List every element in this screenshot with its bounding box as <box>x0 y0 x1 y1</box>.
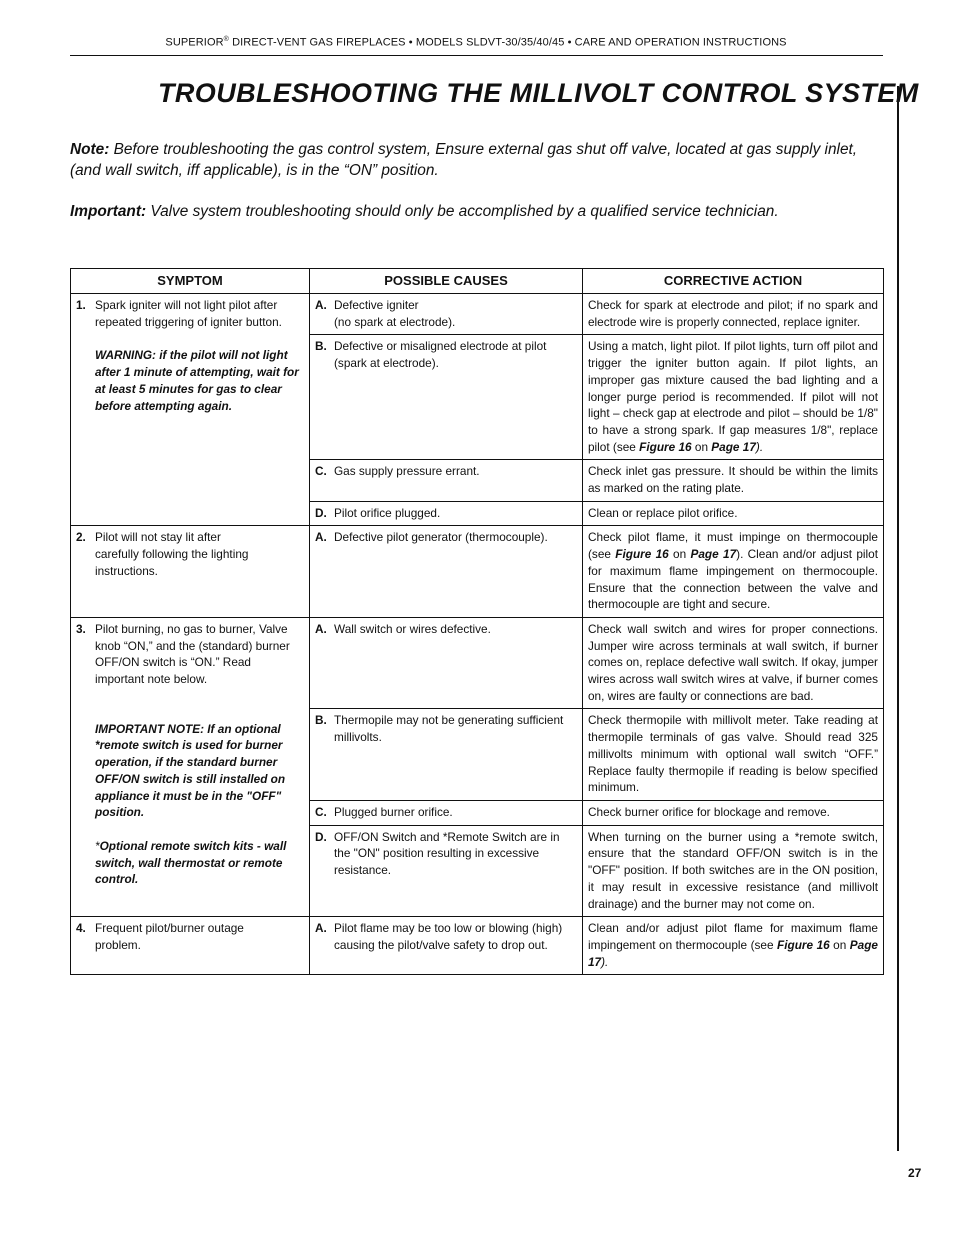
side-divider <box>897 86 899 1151</box>
registered-mark: ® <box>223 36 229 43</box>
action-text: ). <box>755 439 764 454</box>
symptom-text: Pilot burning, no gas to burner, Valve knob “ON,” and the (standard) burner OFF/ON switch is “ON.” Read important note below. <box>95 621 290 687</box>
action-cell: Check burner orifice for blockage and remove. <box>583 800 884 825</box>
note-label: Note: <box>70 141 110 158</box>
action-cell: Check for spark at electrode and pilot; if no spark and electrode wire is properly connected, replace igniter. <box>583 294 884 335</box>
cause-cell <box>310 460 583 501</box>
symptom-number: 1. <box>76 298 86 312</box>
cause-cell <box>310 800 583 825</box>
symptom-text: Pilot will not stay lit after carefully following the lighting instructions. <box>95 530 249 578</box>
note-paragraph <box>70 139 888 181</box>
symptom-cell <box>71 526 310 618</box>
action-text: ). Clean and/or adjust pilot for maximum flame impingement on thermocouple. Ensure that the connection between the valve and thermocouple are tight and secure. <box>588 547 878 612</box>
table-row <box>71 526 884 618</box>
cause-text: OFF/ON Switch and *Remote Switch are in the "ON" position resulting in excessive resistance. <box>334 829 560 878</box>
cause-letter: C. <box>315 804 327 819</box>
cause-letter: D. <box>315 829 327 844</box>
figure-reference: Figure 16 <box>639 439 692 454</box>
action-cell: When turning on the burner using a *remote switch, ensure that the standard OFF/ON switch is in the "OFF" position. If both switches are in the ON position, it may result in excessive resistance (and millivolt drainage) and the burner may not come on. <box>583 825 884 917</box>
header-symptom: SYMPTOM <box>71 269 310 294</box>
action-cell <box>583 917 884 975</box>
action-cell: Check inlet gas pressure. It should be within the limits as marked on the rating plate. <box>583 460 884 501</box>
cause-text: Pilot orifice plugged. <box>334 505 441 520</box>
header-possible-causes: POSSIBLE CAUSES <box>310 269 583 294</box>
note-text: Before troubleshooting the gas control system, Ensure external gas shut off valve, located at gas supply inlet, (and wall switch, iff applicable), is in the “ON” position. <box>70 141 858 179</box>
action-text: on <box>668 547 691 562</box>
cause-letter: B. <box>315 713 327 728</box>
action-cell: Check thermopile with millivolt meter. Take reading at thermopile terminals of gas valve. Should read 325 millivolts minimum with optional wall switch “OFF.” Replace faulty thermopile if reading is below specified minimum. <box>583 709 884 801</box>
cause-text: Defective or misaligned electrode at pilot (spark at electrode). <box>334 339 547 371</box>
cause-letter: A. <box>315 621 327 636</box>
header-divider <box>70 55 883 56</box>
cause-letter: C. <box>315 464 327 479</box>
cause-cell <box>310 526 583 618</box>
table-row <box>71 294 884 335</box>
symptom-text: Frequent pilot/burner outage problem. <box>95 921 244 952</box>
important-label: Important: <box>70 203 147 220</box>
symptom-text: Spark igniter will not light pilot after repeated triggering of igniter button. <box>95 298 282 329</box>
cause-letter: A. <box>315 298 327 312</box>
troubleshooting-table <box>70 268 884 975</box>
cause-text-continued: (no spark at electrode). <box>334 314 456 329</box>
header-corrective-action: CORRECTIVE ACTION <box>583 269 884 294</box>
important-text: Valve system troubleshooting should only be accomplished by a qualified service technician. <box>146 203 779 220</box>
warning-note: WARNING: if the pilot will not light after 1 minute of attempting, wait for at least 5 minutes for gas to clear before attempting again. <box>95 348 299 413</box>
cause-text: Defective pilot generator (thermocouple). <box>334 530 548 545</box>
page-title: TROUBLESHOOTING THE MILLIVOLT CONTROL SYSTEM <box>158 78 919 108</box>
optional-note-text: Optional remote switch kits - wall switch, wall thermostat or remote control. <box>95 838 287 887</box>
table-row <box>71 917 884 975</box>
cause-cell <box>310 825 583 917</box>
action-text: ). <box>601 954 609 969</box>
optional-star: * <box>95 838 100 853</box>
cause-letter: A. <box>315 530 327 545</box>
page-reference: Page 17 <box>711 439 756 454</box>
symptom-cell <box>71 917 310 975</box>
cause-cell <box>310 617 583 709</box>
cause-letter: B. <box>315 339 327 354</box>
cause-cell <box>310 294 583 335</box>
page-header <box>70 36 882 49</box>
optional-note <box>95 838 302 888</box>
table-row <box>71 617 884 709</box>
cause-letter: A. <box>315 921 327 936</box>
action-cell <box>583 335 884 460</box>
symptom-number: 4. <box>76 921 86 936</box>
symptom-cell <box>71 294 310 526</box>
figure-reference: Figure 16 <box>615 547 669 562</box>
cause-cell <box>310 501 583 526</box>
cause-cell <box>310 917 583 975</box>
page-reference: Page 17 <box>588 937 878 969</box>
cause-text: Pilot flame may be too low or blowing (high) causing the pilot/valve safety to drop out. <box>334 921 563 952</box>
cause-cell <box>310 709 583 801</box>
action-cell: Clean or replace pilot orifice. <box>583 501 884 526</box>
page-reference: Page 17 <box>690 547 737 562</box>
figure-reference: Figure 16 <box>777 937 830 952</box>
cause-text: Gas supply pressure errant. <box>334 464 480 479</box>
symptom-number: 2. <box>76 530 86 545</box>
table-header-row <box>71 269 884 294</box>
cause-text: Plugged burner orifice. <box>334 804 453 819</box>
action-text: Check pilot flame, it must impinge on thermocouple (see <box>588 530 878 562</box>
important-note: IMPORTANT NOTE: If an optional *remote switch is used for burner operation, if the standard burner OFF/ON switch is still installed on appliance it must be in the "OFF" position. <box>95 721 286 820</box>
page-number: 27 <box>908 1166 922 1180</box>
action-text: on <box>829 937 850 952</box>
cause-text: Wall switch or wires defective. <box>334 621 491 636</box>
symptom-number: 3. <box>76 621 86 636</box>
action-text: on <box>691 439 712 454</box>
cause-text: Defective igniter <box>334 298 419 312</box>
action-text: Using a match, light pilot. If pilot lights, turn off pilot and trigger the igniter button again. If pilot lights, an improper gas mixture caused the bad lighting and a longer purge period is recommended. If pilot will not light – check gap at electrode and pilot – should be 1/8" to have a strong spark. If gap measures 1/8", replace pilot (see <box>588 339 878 454</box>
symptom-cell <box>71 617 310 916</box>
header-text: DIRECT-VENT GAS FIREPLACES • MODELS SLDVT-30/35/40/45 • CARE AND OPERATION INSTRUCTIONS <box>228 36 787 49</box>
header-brand: SUPERIOR <box>165 36 224 49</box>
cause-cell <box>310 335 583 460</box>
action-cell: Check wall switch and wires for proper connections. Jumper wire across terminals at wall switch, if burner comes on, replace defective wall switch. If okay, jumper wires across wall switch wires at valve, if burner comes on, wires are faulty or connections are bad. <box>583 617 884 709</box>
cause-text: Thermopile may not be generating sufficient millivolts. <box>334 713 564 745</box>
cause-letter: D. <box>315 505 327 520</box>
action-text: Clean and/or adjust pilot flame for maximum flame impingement on thermocouple (see <box>588 921 878 952</box>
important-paragraph <box>70 201 888 222</box>
action-cell <box>583 526 884 618</box>
